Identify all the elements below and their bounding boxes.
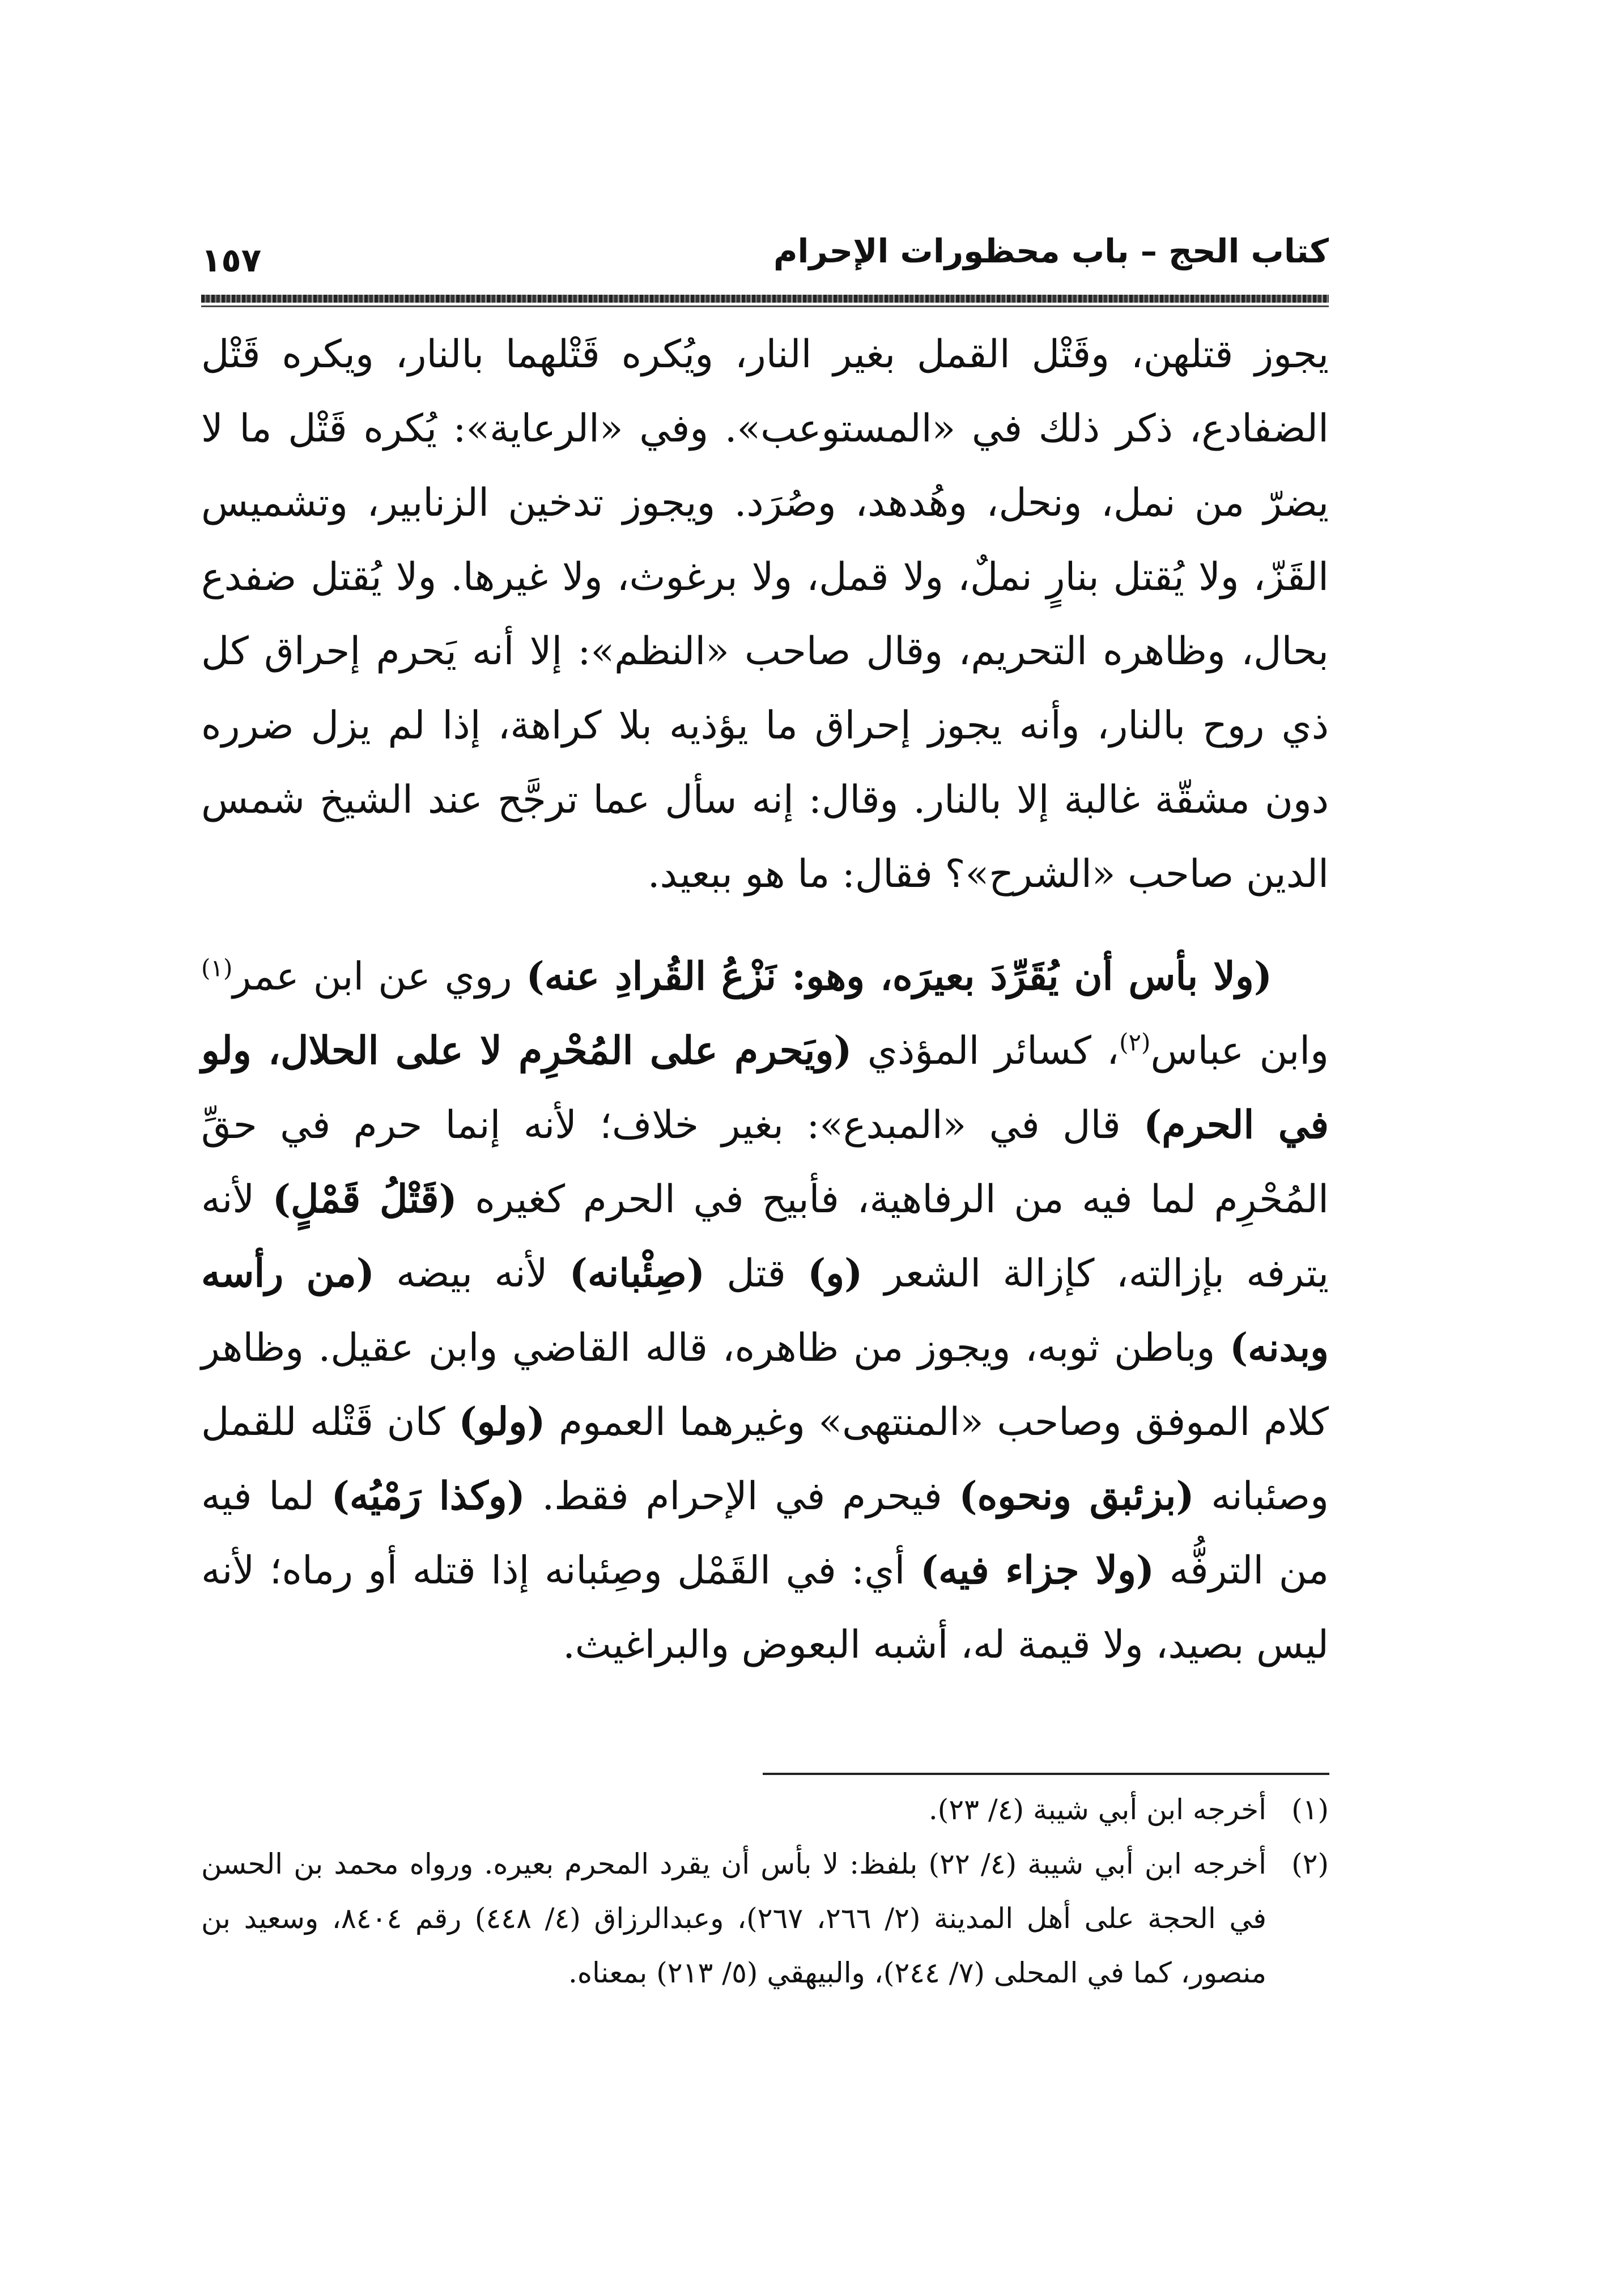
header-rule-thin [201,305,1329,307]
commentary-segment: كان قَتْله للقمل وصئبانه [201,1400,1329,1519]
commentary-segment: أي: في القَمْل وصِئبانه إذا قتله أو رماه؛ لأنه ليس بصيد، ولا قيمة له، أشبه البعوض والبراغيث. [201,1548,1329,1667]
paragraph-2 [201,940,1329,1682]
footnote-text: أخرجه ابن أبي شيبة (٤/ ٢٣). [928,1793,1266,1826]
footnote-text: أخرجه ابن أبي شيبة (٤/ ٢٢) بلفظ: لا بأس أن يقرد المحرم بعيره. ورواه محمد بن الحسن في الحجة على أهل المدينة (٢/ ٢٦٦، ٢٦٧)، وعبدالرزاق (٤/ ٤٤٨) رقم ٨٤٠٤، وسعيد بن منصور، كما في المحلى (٧/ ٢٤٤)، والبيهقي (٥/ ٢١٣) بمعناه. [201,1848,1267,1989]
footnotes [201,1782,1329,2000]
footnote-ref-1[interactable]: (١) [201,954,233,982]
matn-segment: (بزئبق ونحوه) [959,1474,1194,1519]
main-text [201,317,1329,1682]
footnote-number: (١) [1291,1793,1329,1826]
commentary-segment: فيحرم في الإحرام فقط. [525,1474,959,1519]
page-number: ١٥٧ [201,241,262,279]
commentary-segment: ، كسائر المؤذي [852,1029,1120,1073]
matn-segment: (ولا بأس أن يُقَرِّدَ بعيرَه، وهو: نَزْعُ القُرادِ عنه) [526,954,1272,999]
commentary-segment: قال في «المبدع»: بغير خلاف؛ لأنه إنما حرم في حقِّ المُحْرِم لما فيه من الرفاهية، فأبيح في الحرم كغيره [201,1103,1329,1222]
commentary-segment: لأنه بيضه [374,1251,569,1296]
commentary-segment: قتل [705,1251,808,1296]
footnote-number: (٢) [1291,1848,1329,1880]
matn-segment: (ويَحرم على المُحْرِم لا على الحلال، ولو في الحرم) [201,1028,1329,1148]
matn-segment: (من رأسه وبدنه) [201,1251,1329,1370]
running-header [201,224,1329,292]
footnote-ref-2[interactable]: (٢) [1119,1028,1151,1056]
header-rule [201,295,1329,303]
commentary-segment: روي عن ابن عمر [232,954,526,999]
matn-segment: (ولا جزاء فيه) [920,1548,1155,1593]
chapter-title: كتاب الحج – باب محظورات الإحرام [773,232,1329,270]
matn-segment: (صِئْبانه) [569,1251,705,1296]
commentary-segment: لما فيه من الترفُّه [201,1474,1329,1593]
paragraph-1: يجوز قتلهن، وقَتْل القمل بغير النار، ويُكره قَتْلهما بالنار، ويكره قَتْل الضفادع، ذكر ذلك في «المستوعب». وفي «الرعاية»: يُكره قَتْل ما لا يضرّ من نمل، ونحل، وهُدهد، وصُرَد. ويجوز تدخين الزنابير، وتشميس القَزّ، ولا يُقتل بنارٍ نملٌ، ولا قمل، ولا برغوث، ولا غيرها. ولا يُقتل ضفدع بحال، وظاهره التحريم، وقال صاحب «النظم»: إلا أنه يَحرم إحراق كل ذي روح بالنار، وأنه يجوز إحراق ما يؤذيه بلا كراهة، إذا لم يزل ضرره دون مشقّة غالبة إلا بالنار. وقال: إنه سأل عما ترجَّح عند الشيخ شمس الدين صاحب «الشرح»؟ فقال: ما هو ببعيد. [201,332,1329,897]
matn-segment: (و) [807,1251,863,1296]
commentary-segment: لأنه يترفه بإزالته، كإزالة الشعر [201,1177,1329,1296]
footnote-1 [201,1782,1329,1837]
commentary-segment: وباطن ثوبه، ويجوز من ظاهره، قاله القاضي وابن عقيل. وظاهر كلام الموفق وصاحب «المنتهى» وغيرهما العموم [201,1326,1329,1445]
matn-segment: (قَتْلُ قَمْلٍ) [272,1177,457,1222]
matn-segment: (ولو) [458,1399,546,1445]
footnote-separator [763,1773,1329,1775]
commentary-segment: وابن عباس [1150,1029,1329,1073]
footnote-2 [201,1837,1329,2000]
matn-segment: (وكذا رَمْيُه) [331,1474,525,1519]
